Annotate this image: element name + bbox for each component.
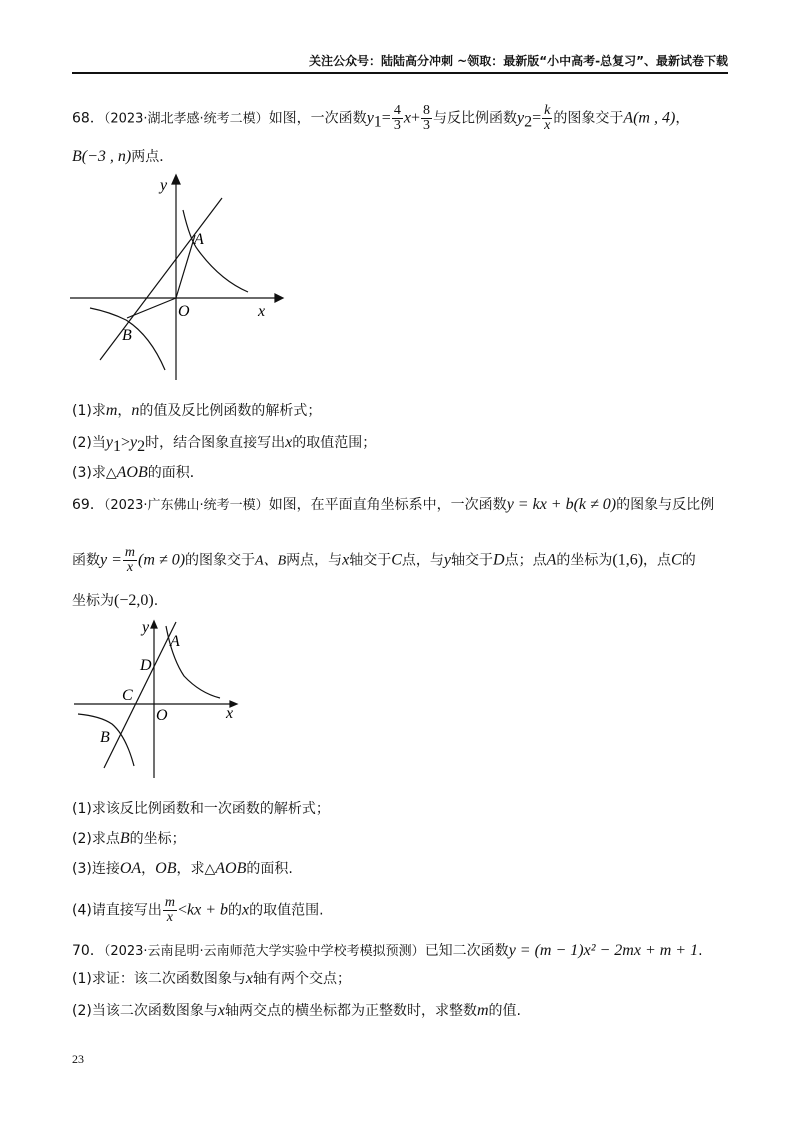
q68-p1-sep: ，: [117, 403, 132, 419]
q68-x-arrow: [275, 294, 283, 302]
q68-p1b: 的值及反比例函数的解析式；: [139, 403, 322, 419]
q69-l2g: 点；点: [504, 552, 547, 569]
q68-label-y: y: [160, 177, 168, 194]
q68-p2-y2: y: [129, 434, 138, 451]
frac-num: 4: [393, 103, 401, 118]
q70-lead: 已知二次函数: [424, 943, 509, 959]
q69-p4c: 的取值范围.: [249, 902, 324, 919]
q68-stem-line2: [72, 146, 173, 168]
q70-p2b: 轴两交点的横坐标都为正整数时，求整数: [224, 1003, 477, 1019]
q68-p2c: 的取值范围；: [292, 435, 377, 451]
q69-part4: [72, 896, 324, 925]
q68-frac-k-x: [542, 104, 552, 133]
q69-figure: [70, 618, 250, 783]
q69-y-arrow: [151, 621, 157, 628]
q70-p2a: (2)当该二次函数图象与: [72, 1003, 218, 1019]
frac-den: x: [126, 560, 134, 575]
q70-source: （2023·云南昆明·云南师范大学实验中学校考模拟预测）: [103, 944, 425, 959]
q69-l2-d: D: [493, 551, 505, 569]
q69-p4-frac: [163, 896, 177, 925]
q69-p3-triangle: AOB: [215, 860, 247, 877]
q69-part3: [72, 858, 293, 880]
q68-eq: =: [381, 109, 391, 127]
q68-plus: +: [410, 109, 420, 127]
q69-l2h: 的坐标为: [556, 552, 613, 569]
q69-label-x: x: [226, 705, 234, 722]
q70-p2-m: m: [476, 1002, 489, 1019]
q70-p1b: 轴有两个交点；: [252, 971, 351, 987]
q68-frac-4-3: [392, 104, 403, 133]
q69-l2-x: x: [342, 551, 350, 569]
q69-p3-ob: OB: [155, 860, 177, 877]
q69-stem-line3: [72, 590, 158, 612]
q69-number: 69．: [72, 497, 104, 513]
q68-seg-oa: [176, 235, 195, 298]
q69-p2b: 的坐标；: [129, 831, 186, 847]
q69-l2a: 函数: [72, 552, 100, 569]
q69-label-d: D: [140, 657, 152, 674]
q69-l2-c2: C: [671, 551, 682, 569]
q68-part2: (2)当$y_1>y_2$时，结合图象直接写出x的取值范围；: [72, 434, 377, 455]
q68-p3-triangle: AOB: [116, 464, 148, 481]
q69-p4-x: x: [242, 901, 250, 919]
q70-eq: y = (m − 1)x² − 2mx + m + 1: [508, 942, 699, 959]
q68-mid: 与反比例函数: [432, 110, 517, 127]
q68-x: x: [403, 109, 411, 127]
q68-source: （2023·湖北孝感·统考二模）: [103, 111, 269, 127]
header-text: 关注公众号：陆陆高分冲刺 ~领取：最新版“小中高考-总复习”、最新试卷下载: [309, 54, 728, 68]
q69-p4a: (4)请直接写出: [72, 902, 162, 919]
q69-lead2: 的图象与反比例: [616, 497, 715, 513]
q68-lead: 如图，一次函数: [268, 110, 367, 127]
q68-y2: y: [516, 109, 525, 127]
q69-label-y: y: [142, 619, 150, 636]
frac-num: 8: [422, 103, 430, 118]
q69-label-b: B: [100, 729, 110, 746]
q70-part1: [72, 968, 351, 990]
q69-eq1: y = kx + b(k ≠ 0): [506, 496, 617, 513]
q70-p1a: (1)求证：该二次函数图象与: [72, 971, 246, 987]
q68-p2-gt: >: [120, 434, 130, 451]
frac-den: 3: [393, 118, 401, 133]
q69-label-o: O: [156, 707, 168, 724]
q69-p4b: 的: [228, 902, 242, 919]
q69-p3c: ，: [141, 861, 156, 877]
q69-stem-line2: [72, 546, 696, 575]
frac-num: m: [124, 545, 136, 560]
q68-hyperbola-right: [183, 210, 248, 292]
q68-seg-ob: [127, 298, 176, 318]
q68-y1: y: [366, 109, 374, 127]
q69-l2-c: C: [391, 551, 402, 569]
q69-l2-y: y =: [100, 551, 122, 569]
q68-point-a: A(m , 4): [623, 109, 676, 127]
frac-den: 3: [422, 118, 430, 133]
q68-label-b: B: [122, 327, 132, 344]
q69-p3-oa: OA: [119, 860, 142, 877]
q70-p2-x: x: [217, 1002, 225, 1019]
frac-den: x: [544, 118, 551, 133]
q68-p1-n: n: [131, 402, 140, 419]
q69-l2b: 的图象交于: [185, 552, 256, 569]
q69-frac-m-x: [123, 546, 137, 575]
q68-point-b: B(−3 , n): [72, 148, 132, 165]
q70-stem: [72, 940, 703, 963]
q69-p3a: (3)连接: [72, 861, 120, 877]
q68-part3: [72, 462, 204, 484]
q68-p2a: (2)当: [72, 435, 106, 451]
q68-p2-y1: y: [105, 434, 113, 451]
q68-p3a: (3)求△: [72, 465, 117, 481]
q69-l2-a: A: [546, 551, 557, 569]
q70-p2c: 的值.: [488, 1003, 521, 1019]
q69-part2: [72, 828, 186, 850]
q68-label-x: x: [258, 303, 266, 320]
q68-p2-x: x: [285, 434, 293, 451]
q69-stem-line1: [72, 494, 714, 517]
q69-label-a: A: [170, 633, 180, 650]
q69-l2f: 轴交于: [451, 552, 494, 569]
q68-p3b: 的面积．: [147, 465, 204, 481]
q70-part2: [72, 1000, 521, 1022]
frac-den: x: [166, 910, 174, 925]
q68-comma: ，: [675, 110, 690, 127]
q68-figure: [70, 170, 290, 385]
q68-frac-8-3: [421, 104, 432, 133]
frac-num: m: [164, 895, 175, 910]
q68-part1: [72, 400, 321, 422]
q69-p3e: 的面积.: [246, 861, 293, 877]
q68-label-o: O: [178, 303, 190, 320]
q68-y-arrow: [172, 175, 180, 184]
q69-line: [104, 622, 176, 768]
q69-l2-cond: (m ≠ 0): [138, 551, 186, 569]
q69-l2c: 两点，与: [286, 552, 343, 569]
page-header: [72, 48, 728, 74]
q69-l2d: 轴交于: [349, 552, 392, 569]
q69-l2-a-coord: (1,6): [612, 551, 644, 569]
q69-label-c: C: [122, 687, 133, 704]
q69-l2-ab: A、B: [255, 553, 287, 569]
q70-p1-x: x: [245, 970, 253, 987]
q68-label-a: A: [194, 231, 204, 248]
q69-l2-y2: y: [443, 551, 452, 569]
q69-l2j: 的: [681, 552, 696, 569]
q69-p4-lt: <: [177, 901, 187, 919]
q69-p4-expr: kx + b: [187, 901, 228, 919]
q70-number: 70．: [72, 943, 104, 959]
q68-number: 68．: [72, 110, 104, 127]
q68-line-y1: [100, 198, 222, 360]
q69-p2-b: B: [119, 830, 130, 847]
q69-p3d: ，求△: [176, 861, 216, 877]
q69-source: （2023·广东佛山·统考一模）: [103, 498, 269, 513]
q69-l2i: ，点: [643, 552, 672, 569]
q68-p2b: 时，结合图象直接写出: [145, 435, 286, 451]
page-number: 23: [72, 1052, 84, 1066]
q68-tail2: 两点．: [131, 149, 174, 165]
q69-lead: 如图，在平面直角坐标系中，一次函数: [268, 497, 507, 513]
q69-l3b: .: [153, 593, 159, 609]
q69-l3a: 坐标为: [72, 593, 114, 609]
q69-part1: [72, 798, 330, 820]
q69-p1: (1)求该反比例函数和一次函数的解析式；: [72, 801, 330, 817]
q68-p1a: (1)求: [72, 403, 106, 419]
q68-stem-line1: 68．（2023·湖北孝感·统考二模）如图，一次函数$y_1=$ $\frac{4}{3}$ x+ $\frac{8}{3}$ 与反比例函数$y_2=$ $\frac{k}{x}$ 的图象交于A(m , 4)，: [72, 103, 690, 133]
q69-l2e: 点，与: [401, 552, 444, 569]
q69-p2a: (2)求点: [72, 831, 120, 847]
q68-tail: 的图象交于: [553, 110, 624, 127]
q69-l3-coord: (−2,0): [114, 592, 154, 609]
q70-end: .: [698, 943, 703, 959]
q68-p1-m: m: [105, 402, 118, 419]
frac-num: k: [544, 103, 551, 118]
